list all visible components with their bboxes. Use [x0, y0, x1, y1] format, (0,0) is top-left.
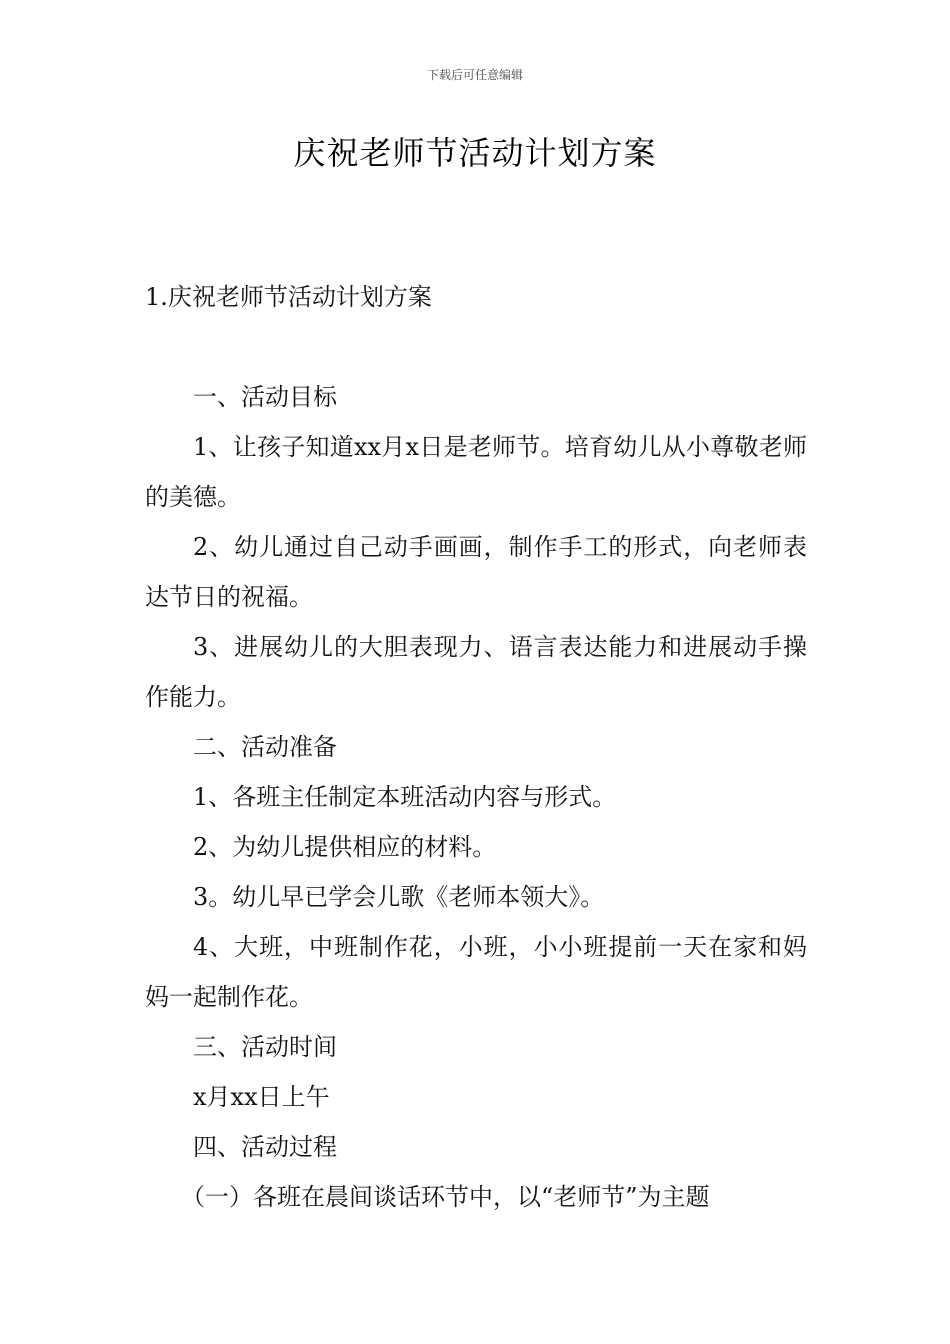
paragraph: 1、让孩子知道xx月x日是老师节。培育幼儿从小尊敬老师的美德。: [145, 433, 807, 511]
section-heading: 1.庆祝老师节活动计划方案: [145, 283, 432, 311]
header-note: 下载后可任意编辑: [426, 68, 523, 82]
document-body: [145, 272, 807, 1222]
heading-goals: 一、活动目标: [193, 383, 337, 411]
paragraph: 2、为幼儿提供相应的材料。: [193, 833, 497, 861]
paragraph: （一）各班在晨间谈话环节中，以“老师节”为主题: [181, 1183, 710, 1211]
heading-time: 三、活动时间: [193, 1033, 337, 1061]
document-title: 庆祝老师节活动计划方案: [293, 134, 657, 172]
paragraph: 3。幼儿早已学会儿歌《老师本领大》。: [193, 883, 605, 911]
paragraph: 4、大班，中班制作花，小班，小小班提前一天在家和妈妈一起制作花。: [145, 933, 807, 1011]
paragraph: 3、进展幼儿的大胆表现力、语言表达能力和进展动手操作能力。: [145, 633, 807, 711]
paragraph: x月xx日上午: [193, 1083, 330, 1111]
heading-preparation: 二、活动准备: [193, 733, 337, 761]
paragraph: 2、幼儿通过自己动手画画，制作手工的形式，向老师表达节日的祝福。: [145, 533, 807, 611]
heading-process: 四、活动过程: [193, 1133, 337, 1161]
paragraph: 1、各班主任制定本班活动内容与形式。: [193, 783, 617, 811]
